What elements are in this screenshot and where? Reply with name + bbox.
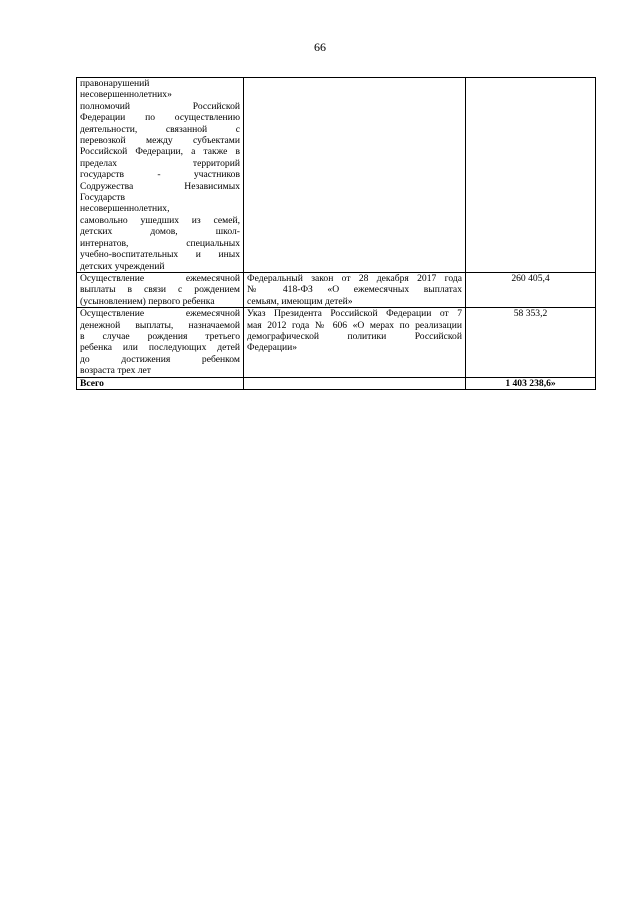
cell-line: в случае рождения третьего [80, 330, 240, 342]
total-label: Всего [77, 377, 244, 389]
cell-line: несовершеннолетних, [80, 203, 170, 215]
cell-line: Содружества Независимых [80, 180, 240, 192]
cell-line: перевозкой между субъектами [80, 135, 240, 147]
cell-line: Российской Федерации, а также в [80, 146, 240, 158]
cell-line: несовершеннолетних» [80, 89, 172, 101]
cell-line: учебно-воспитательных и иных [80, 249, 240, 261]
table-cell-amount: 260 405,4 [466, 272, 596, 307]
cell-line: денежной выплаты, назначаемой [80, 319, 240, 331]
table-row-total [77, 377, 596, 389]
total-amount: 1 403 238,6» [466, 377, 596, 389]
cell-line: выплаты в связи с рождением [80, 284, 240, 296]
table-row [77, 272, 596, 307]
table-cell-legal-basis [244, 78, 466, 273]
cell-line: полномочий Российской [80, 100, 240, 112]
table-row [77, 78, 596, 273]
table-cell-purpose [77, 308, 244, 377]
cell-line: Государств [80, 192, 125, 204]
table-cell-amount: 58 353,2 [466, 308, 596, 377]
cell-line: Федеральный закон от 28 декабря 2017 года [247, 272, 462, 284]
cell-line: детских учреждений [80, 260, 165, 272]
table-cell-legal-basis [244, 308, 466, 377]
cell-line: Указ Президента Российской Федерации от 7 [247, 308, 462, 320]
cell-line: деятельности, связанной с [80, 123, 240, 135]
cell-line: ребенка или последующих детей [80, 342, 240, 354]
table-cell-purpose [77, 78, 244, 273]
cell-line: Федерации по осуществлению [80, 112, 240, 124]
table-cell-legal-basis [244, 377, 466, 389]
budget-table [76, 77, 596, 390]
cell-line: Федерации» [247, 342, 298, 354]
table-row [77, 308, 596, 377]
cell-line: демографической политики Российской [247, 330, 462, 342]
cell-line: правонарушений [80, 78, 150, 89]
page-number: 66 [314, 40, 326, 54]
cell-line: до достижения ребенком [80, 353, 240, 365]
cell-line: семьям, имеющим детей» [247, 295, 353, 307]
cell-line: Осуществление ежемесячной [80, 308, 240, 320]
cell-line: № 418-ФЗ «О ежемесячных выплатах [247, 284, 462, 296]
table-cell-purpose [77, 272, 244, 307]
table-cell-amount [466, 78, 596, 273]
cell-line: пределах территорий [80, 157, 240, 169]
cell-line: детских домов, школ- [80, 226, 240, 238]
cell-line: (усыновлением) первого ребенка [80, 295, 215, 307]
cell-line: самовольно ушедших из семей, [80, 214, 240, 226]
cell-line: государств - участников [80, 169, 240, 181]
cell-line: Осуществление ежемесячной [80, 272, 240, 284]
cell-line: возраста трех лет [80, 365, 152, 377]
cell-line: мая 2012 года № 606 «О мерах по реализации [247, 319, 462, 331]
cell-line: интернатов, специальных [80, 237, 240, 249]
table-cell-legal-basis [244, 272, 466, 307]
